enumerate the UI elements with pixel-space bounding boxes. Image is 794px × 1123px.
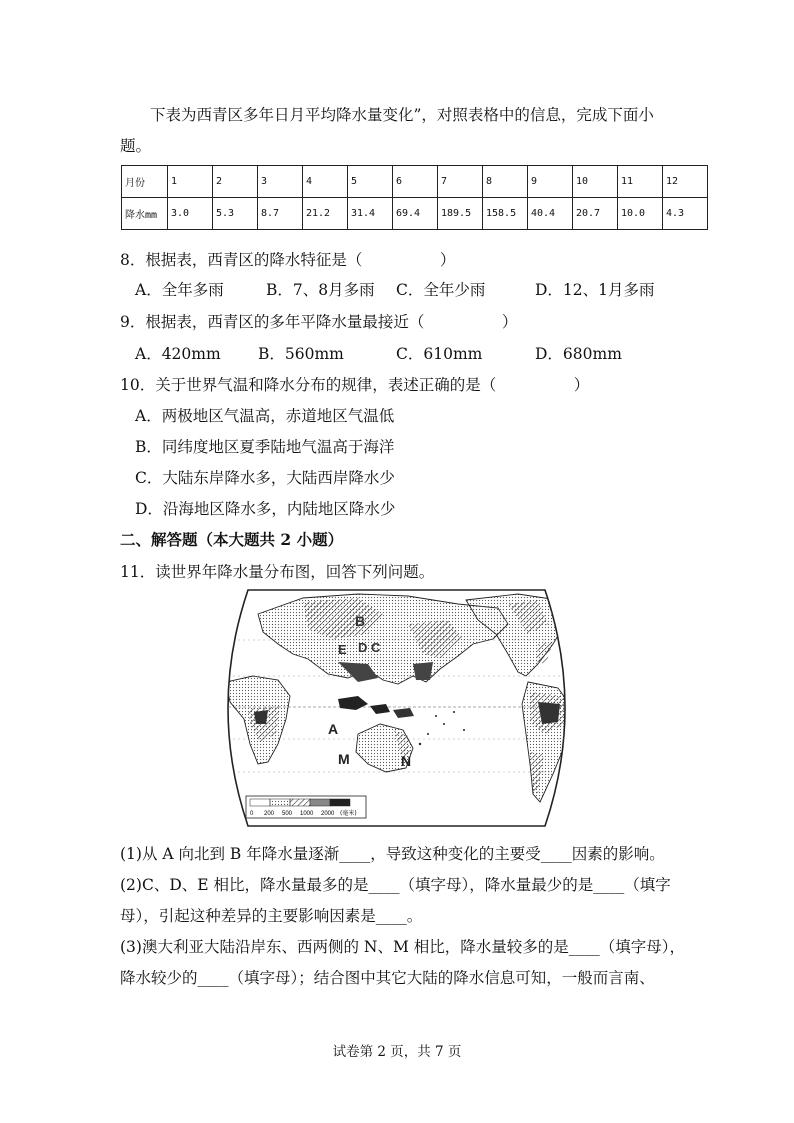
q11-part2-line2: 母），引起这种差异的主要影响因素是____。 <box>120 907 423 925</box>
legend-tick: 200 <box>264 811 275 817</box>
q8-option-c: C．全年少雨 <box>396 281 486 299</box>
month-cell: 12 <box>663 166 708 198</box>
intro-text: 下表为西青区多年日月平均降水量变化”，对照表格中的信息，完成下面小题。 <box>120 106 654 155</box>
q9-option-b: B．560mm <box>258 345 344 363</box>
rain-cell: 40.4 <box>528 198 573 230</box>
q8-option-d: D．12、1月多雨 <box>535 281 655 299</box>
q10-option-b: B．同纬度地区夏季陆地气温高于海洋 <box>135 438 395 456</box>
month-cell: 7 <box>438 166 483 198</box>
rain-cell: 3.0 <box>168 198 213 230</box>
rain-cell: 4.3 <box>663 198 708 230</box>
legend-unit: (毫米) <box>340 810 357 817</box>
section-heading: 二、解答题（本大题共 2 小题） <box>120 530 344 549</box>
rain-cell: 20.7 <box>573 198 618 230</box>
q11-part3-line1: (3)澳大利亚大陆沿岸东、西两侧的 N、M 相比，降水量较多的是____（填字母）， <box>120 938 685 956</box>
month-cell: 5 <box>348 166 393 198</box>
q10-stem: 10．关于世界气温和降水分布的规律，表述正确的是（ ） <box>120 376 590 394</box>
legend-tick: 0 <box>250 811 254 817</box>
label-m: M <box>338 751 350 767</box>
label-f: F <box>360 715 368 729</box>
rainfall-table <box>121 165 708 230</box>
rain-cell: 8.7 <box>258 198 303 230</box>
q10-option-c: C．大陆东岸降水多，大陆西岸降水少 <box>135 469 395 487</box>
q10-option-d: D．沿海地区降水多，内陆地区降水少 <box>135 500 396 518</box>
label-a: A <box>328 721 339 737</box>
label-d: D <box>358 640 368 655</box>
legend-tick: 1000 <box>300 811 314 817</box>
rain-cell: 158.5 <box>483 198 528 230</box>
month-cell: 11 <box>618 166 663 198</box>
q11-stem: 11．读世界年降水量分布图，回答下列问题。 <box>120 563 435 581</box>
q10-option-a: A．两极地区气温高，赤道地区气温低 <box>135 407 395 425</box>
row-header-month: 月份 <box>122 166 168 198</box>
month-cell: 1 <box>168 166 213 198</box>
q8-option-a: A．全年多雨 <box>135 281 224 299</box>
month-cell: 10 <box>573 166 618 198</box>
month-cell: 4 <box>303 166 348 198</box>
q11-part1: (1)从 A 向北到 B 年降水量逐渐____，导致这种变化的主要受____因素的影响。 <box>120 845 665 863</box>
month-cell: 3 <box>258 166 303 198</box>
label-n: N <box>401 753 412 769</box>
table-row <box>122 198 708 230</box>
label-e: E <box>338 642 347 657</box>
rain-cell: 21.2 <box>303 198 348 230</box>
month-cell: 9 <box>528 166 573 198</box>
legend-tick: 2000 <box>321 811 335 817</box>
q11-part2-line1: (2)C、D、E 相比，降水量最多的是____（填字母），降水量最少的是____（填字 <box>120 876 671 894</box>
month-cell: 6 <box>393 166 438 198</box>
month-cell: 8 <box>483 166 528 198</box>
page-footer: 试卷第 2 页，共 7 页 <box>332 1044 462 1060</box>
rain-cell: 5.3 <box>213 198 258 230</box>
q9-stem: 9．根据表，西青区的多年平降水量最接近（ ） <box>120 313 518 331</box>
label-c: C <box>371 640 381 655</box>
month-cell: 2 <box>213 166 258 198</box>
table-row <box>122 166 708 198</box>
rain-cell: 69.4 <box>393 198 438 230</box>
row-header-rain: 降水mm <box>122 198 168 230</box>
q9-option-d: D．680mm <box>535 345 622 363</box>
rain-cell: 10.0 <box>618 198 663 230</box>
rain-cell: 31.4 <box>348 198 393 230</box>
legend-tick: 500 <box>282 811 293 817</box>
q8-stem: 8．根据表，西青区的降水特征是（ ） <box>120 251 456 269</box>
label-b: B <box>355 613 366 629</box>
q11-part3-line2: 降水较少的____（填字母）；结合图中其它大陆的降水信息可知，一般而言南、 <box>120 969 655 987</box>
map-legend <box>246 796 366 818</box>
q9-option-c: C．610mm <box>396 345 483 363</box>
rain-cell: 189.5 <box>438 198 483 230</box>
q9-option-a: A．420mm <box>135 345 221 363</box>
q8-option-b: B．7、8月多雨 <box>266 281 375 299</box>
world-precipitation-map <box>208 584 585 832</box>
